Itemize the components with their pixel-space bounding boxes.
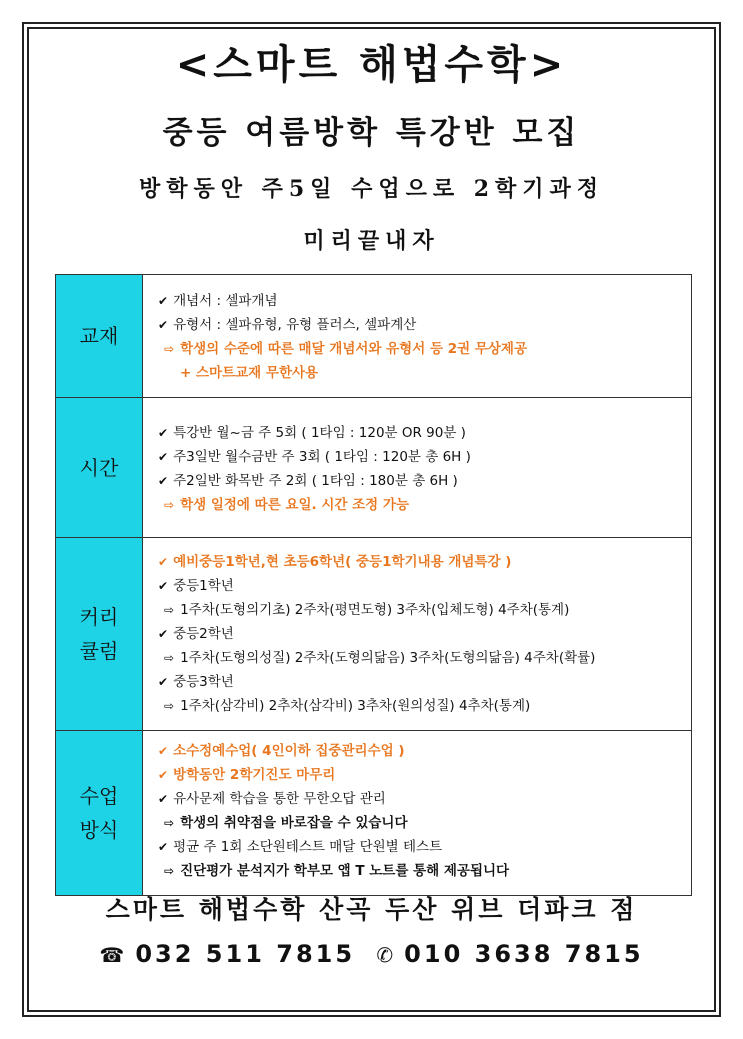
list-item: ✔ 주3일반 월수금반 주 3회 ( 1타임 : 120분 총 6H ) [158, 445, 683, 469]
list-item: ✔ 특강반 월~금 주 5회 ( 1타임 : 120분 OR 90분 ) [158, 421, 683, 445]
list-item: ✔ 주2일반 화목반 주 2회 ( 1타임 : 180분 총 6H ) [158, 469, 683, 493]
row-content-curriculum [158, 550, 683, 718]
list-item: ⇨ 1주차(도형의기초) 2주차(평면도형) 3주차(입체도형) 4주차(통계) [158, 598, 683, 622]
telephone-icon: ☎ [99, 943, 128, 967]
academy-name: 스마트 해법수학 산곡 두산 위브 더파크 점 [105, 895, 638, 924]
list-item: ⇨ 진단평가 분석지가 학부모 앱 T 노트를 통해 제공됩니다 [158, 859, 683, 883]
list-item: ✔ 개념서 : 셀파개념 [158, 289, 683, 313]
page-subtitle: 중등 여름방학 특강반 모집 [162, 115, 581, 151]
list-item: ✔ 중등2학년 [158, 622, 683, 646]
table-row-schedule [56, 398, 691, 538]
tagline-line-2: 미리끝내자 [303, 228, 440, 254]
list-item: ✔ 예비중등1학년,현 초등6학년( 중등1학기내용 개념특강 ) [158, 550, 683, 574]
row-content-textbook [158, 289, 683, 385]
list-item: ✔ 방학동안 2학기진도 마무리 [158, 763, 683, 787]
row-content-method [158, 739, 683, 883]
list-item: ⇨ 학생의 수준에 따른 매달 개념서와 유형서 등 2권 무상제공 [158, 337, 683, 361]
list-item: ⇨ 1주차(삼각비) 2추차(삼각비) 3추차(원의성질) 4추차(통계) [158, 694, 683, 718]
row-label-schedule: 시간 [56, 398, 143, 537]
tagline-line-1: 방학동안 주5일 수업으로 2학기과정 [138, 176, 605, 202]
list-item: ✔ 중등3학년 [158, 670, 683, 694]
row-content-schedule [158, 421, 683, 517]
table-row-curriculum [56, 538, 691, 731]
table-row-textbook [56, 275, 691, 398]
list-item: ⇨ 1주차(도형의성질) 2주차(도형의닮음) 3주차(도형의닮음) 4주차(확률) [158, 646, 683, 670]
list-item: ✔ 중등1학년 [158, 574, 683, 598]
list-item: + 스마트교재 무한사용 [180, 365, 319, 381]
list-item: ⇨ 학생의 취약점을 바로잡을 수 있습니다 [158, 811, 683, 835]
mobile-number: 010 3638 7815 [404, 940, 644, 968]
table-row-method [56, 731, 691, 895]
list-item: ✔ 소수정예수업( 4인이하 집중관리수업 ) [158, 739, 683, 763]
phone-number: 032 511 7815 [135, 940, 356, 968]
row-label-method: 수업 방식 [56, 731, 143, 895]
list-item: ✔ 평균 주 1회 소단원테스트 매달 단원별 테스트 [158, 835, 683, 859]
info-table [55, 274, 692, 896]
list-item: ⇨ 학생 일정에 따른 요일. 시간 조정 가능 [158, 493, 683, 517]
row-label-curriculum: 커리 큘럼 [56, 538, 143, 730]
mobile-phone-icon: ✆ [376, 943, 397, 967]
list-item: ✔ 유형서 : 셀파유형, 유형 플러스, 셀파계산 [158, 313, 683, 337]
row-label-textbook: 교재 [56, 275, 143, 397]
page-title: <스마트 해법수학> [175, 42, 568, 88]
list-item: ✔ 유사문제 학습을 통한 무한오답 관리 [158, 787, 683, 811]
contact-line [0, 937, 743, 972]
